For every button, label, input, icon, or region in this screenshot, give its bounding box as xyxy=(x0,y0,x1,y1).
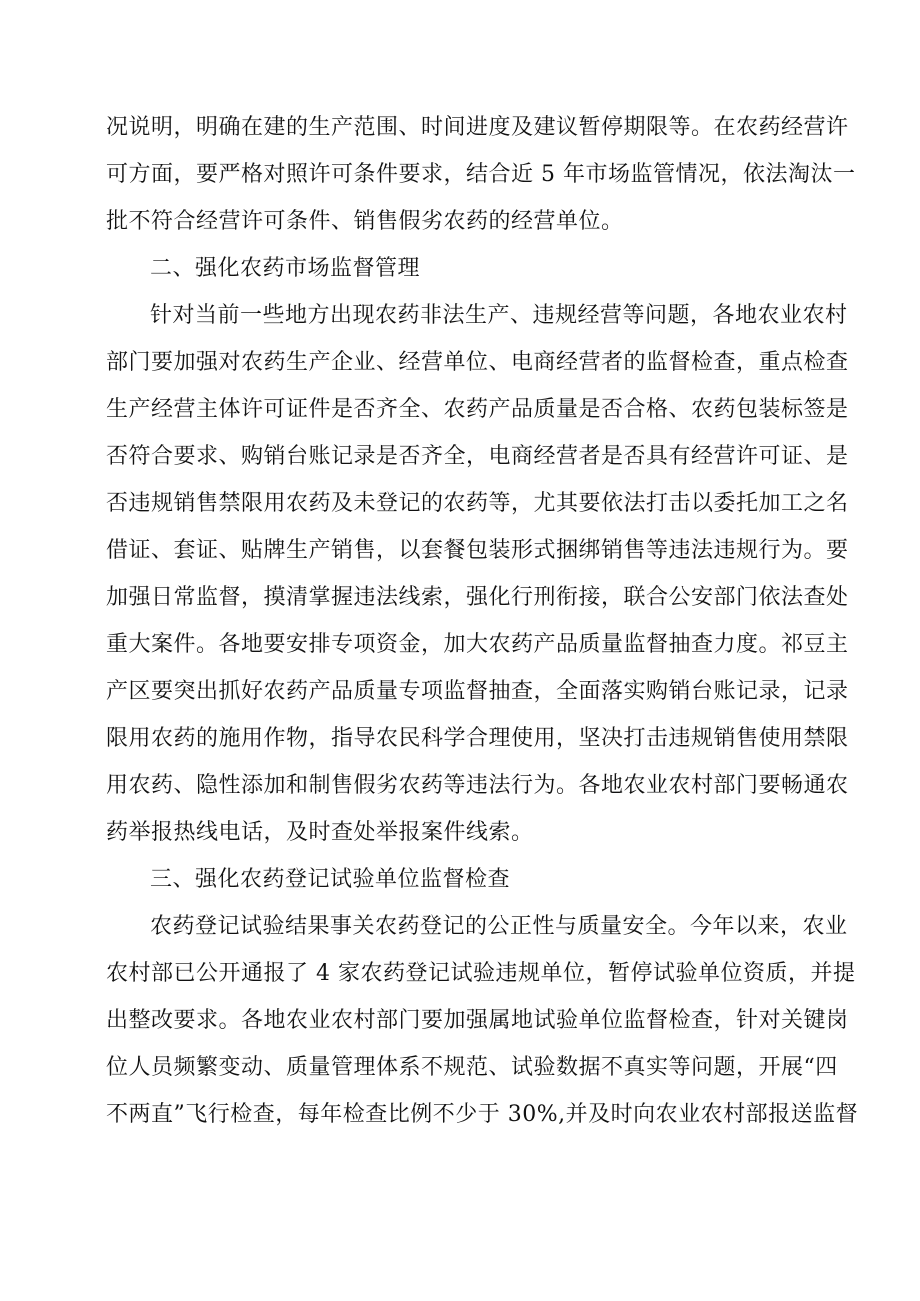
text-line: 不两直”飞行检查，每年检查比例不少于 30%,并及时向农业农村部报送监督 xyxy=(106,1102,859,1127)
text-line: 农药登记试验结果事关农药登记的公正性与质量安全。今年以来，农业 xyxy=(150,914,848,939)
text-line: 加强日常监督，摸清掌握违法线索，强化行刑衔接，联合公安部门依法查处 xyxy=(106,585,849,610)
text-line: 限用农药的施用作物，指导农民科学合理使用，坚决打击违规销售使用禁限 xyxy=(106,726,849,751)
paragraph-market-supervision xyxy=(106,292,849,856)
text-line: 况说明，明确在建的生产范围、时间进度及建议暂停期限等。在农药经营许 xyxy=(106,115,849,140)
text-line: 可方面，要严格对照许可条件要求，结合近 5 年市场监管情况，依法淘汰一 xyxy=(106,162,856,187)
text-line: 针对当前一些地方出现农药非法生产、违规经营等问题，各地农业农村 xyxy=(150,303,848,328)
text-line: 否违规销售禁限用农药及未登记的农药等，尤其要依法打击以委托加工之名 xyxy=(106,491,849,516)
paragraph-production-review xyxy=(106,104,856,245)
text-line: 出整改要求。各地农业农村部门要加强属地试验单位监督检查，针对关键岗 xyxy=(106,1008,849,1033)
text-line: 批不符合经营许可条件、销售假劣农药的经营单位。 xyxy=(106,209,624,234)
text-line: 药举报热线电话，及时查处举报案件线索。 xyxy=(106,820,534,845)
section-heading-market-supervision: 二、强化农药市场监督管理 xyxy=(150,256,421,281)
section-heading-trial-unit-inspection: 三、强化农药登记试验单位监督检查 xyxy=(150,867,511,892)
text-line: 生产经营主体许可证件是否齐全、农药产品质量是否合格、农药包装标签是 xyxy=(106,397,849,422)
text-line: 否符合要求、购销台账记录是否齐全，电商经营者是否具有经营许可证、是 xyxy=(106,444,849,469)
text-line: 重大案件。各地要安排专项资金，加大农药产品质量监督抽查力度。祁豆主 xyxy=(106,632,849,657)
text-line: 农村部已公开通报了 4 家农药登记试验违规单位，暂停试验单位资质，并提 xyxy=(106,961,856,986)
text-line: 位人员频繁变动、质量管理体系不规范、试验数据不真实等问题，开展“四 xyxy=(106,1055,838,1080)
text-line: 借证、套证、贴牌生产销售，以套餐包装形式捆绑销售等违法违规行为。要 xyxy=(106,538,849,563)
text-line: 部门要加强对农药生产企业、经营单位、电商经营者的监督检查，重点检查 xyxy=(106,350,849,375)
text-line: 产区要突出抓好农药产品质量专项监督抽查，全面落实购销台账记录，记录 xyxy=(106,679,849,704)
text-line: 用农药、隐性添加和制售假劣农药等违法行为。各地农业农村部门要畅通农 xyxy=(106,773,849,798)
paragraph-trial-unit-inspection xyxy=(106,903,859,1138)
